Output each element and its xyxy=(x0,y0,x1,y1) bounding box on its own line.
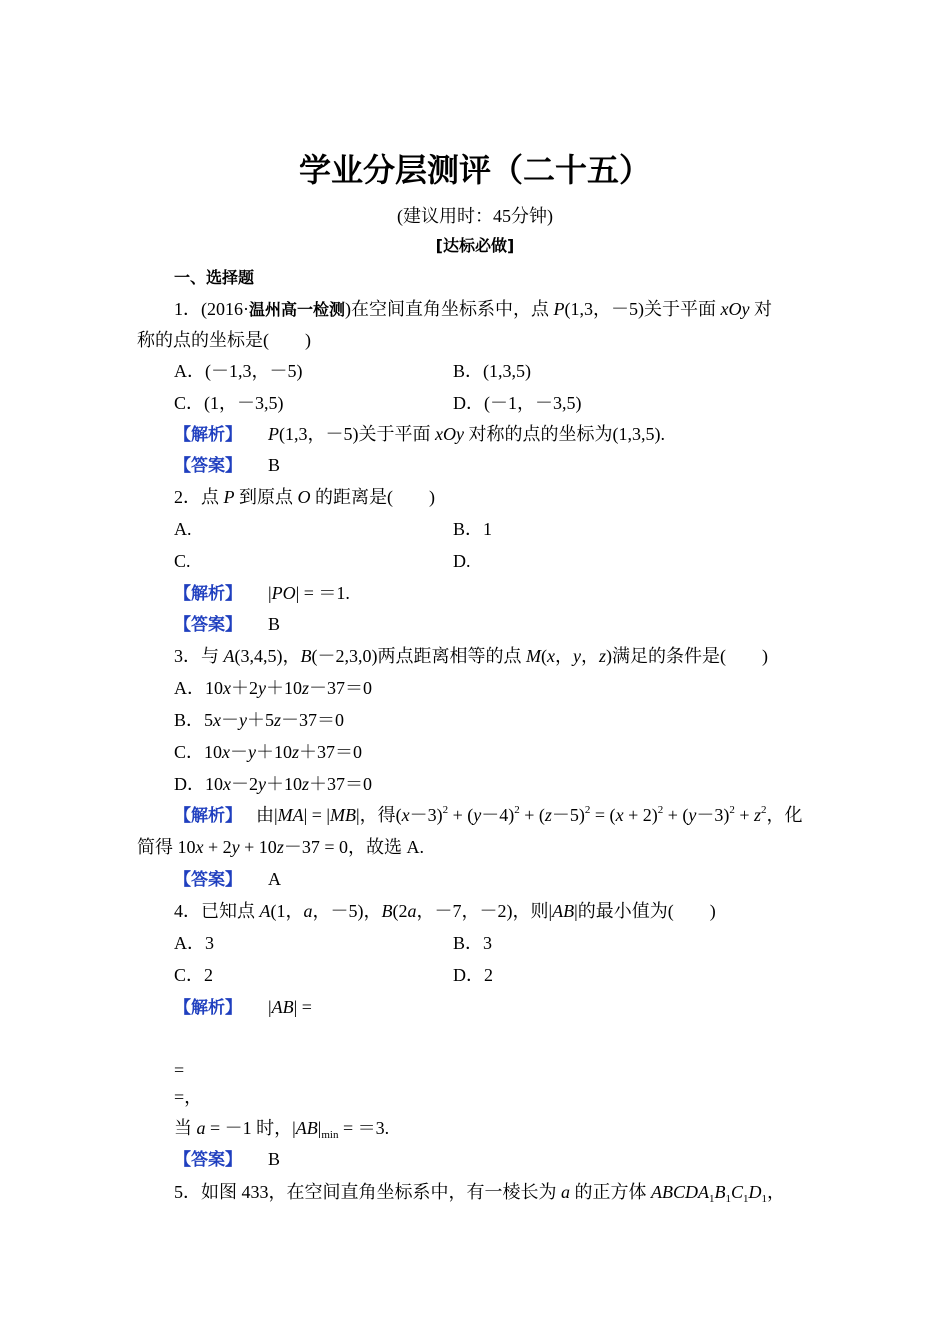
q2-option-a: A. xyxy=(174,519,192,539)
q4-step3: 当 a = －1 时，$|AB|_{min} = =3$. xyxy=(174,1118,390,1141)
answer-label: 【答案】 xyxy=(174,1150,242,1170)
q3-analysis-line2: 简得 10x + 2y + 10z－37 = 0，故选 A. xyxy=(137,837,424,857)
q3-option-b: B．5x－y＋5z－37＝0 xyxy=(174,710,345,730)
q4-option-c: C．2 xyxy=(174,965,214,985)
part-heading: 一、选择题 xyxy=(174,268,255,287)
q3-answer xyxy=(174,867,281,892)
section-heading: [达标必做] xyxy=(435,236,515,255)
page-title: 学业分层测评（二十五） xyxy=(298,151,651,189)
q3-option-d: D．10x－2y＋10z＋37＝0 xyxy=(174,774,373,794)
analysis-label: 【解析】 xyxy=(174,806,242,826)
q4-answer xyxy=(174,1147,280,1172)
analysis-label: 【解析】 xyxy=(174,425,242,445)
q4-analysis: 【解析】 |AB| = xyxy=(174,997,312,1018)
q4-stem: 4．已知点 A(1，a，－5)，B(2a，－7，－2)，则|AB|的最小值为( ) xyxy=(174,901,716,921)
q3-stem: 3．与 A(3,4,5)，B(－2,3,0)两点距离相等的点 M(x，y，z)满足的条件是( ) xyxy=(174,646,768,666)
q5-stem: 5．如图 433，在空间直角坐标系中，有一棱长为 a 的正方体 $ABCDA_1B_1C_1D_1$， xyxy=(174,1182,786,1205)
q1-option-c: C．(1，－3,5) xyxy=(174,393,284,413)
answer-label: 【答案】 xyxy=(174,615,242,635)
q2-option-c: C. xyxy=(174,551,191,571)
q1-analysis: 【解析】 P(1,3，－5)关于平面 xOy 对称的点的坐标为(1,3,5). xyxy=(174,424,665,445)
q1-option-b: B．(1,3,5) xyxy=(453,361,531,381)
q4-option-d: D．2 xyxy=(453,965,493,985)
answer-label: 【答案】 xyxy=(174,456,242,476)
q3-analysis-line1: 【解析】 由|MA| = |MB|，得$(x-3)^2 + (y-4)^2 + (z-5)^2 = (x + 2)^2 + (y-3)^2 + z^2$，化 xyxy=(174,804,803,826)
q4-option-a: A．3 xyxy=(174,933,214,953)
q4-step2: =， xyxy=(174,1087,203,1107)
q1-answer-value: B xyxy=(268,455,281,475)
q2-option-b: B．1 xyxy=(453,519,493,539)
analysis-label: 【解析】 xyxy=(174,998,242,1018)
q1-stem-line1: 1．(2016·温州高一检测)在空间直角坐标系中，点 P(1,3，－5)关于平面 xOy 对 xyxy=(174,299,772,319)
q1-option-d: D．(－1，－3,5) xyxy=(453,393,582,413)
analysis-label: 【解析】 xyxy=(174,584,242,604)
q1-option-a: A．(－1,3，－5) xyxy=(174,361,303,381)
answer-label: 【答案】 xyxy=(174,870,242,890)
q2-option-d: D. xyxy=(453,551,471,571)
time-hint: (建议用时：45分钟) xyxy=(397,206,553,226)
q4-option-b: B．3 xyxy=(453,933,493,953)
q1-stem-line2: 称的点的坐标是( ) xyxy=(137,330,311,350)
q2-answer-value: B xyxy=(268,614,281,634)
q2-answer xyxy=(174,612,280,637)
q1-answer xyxy=(174,453,280,478)
q3-option-a: A．10x＋2y＋10z－37＝0 xyxy=(174,678,373,698)
q2-analysis: 【解析】 |PO| = ＝1. xyxy=(174,583,350,604)
q3-answer-value: A xyxy=(268,869,281,889)
q4-answer-value: B xyxy=(268,1149,281,1169)
q4-step1: = xyxy=(174,1060,185,1080)
q3-option-c: C．10x－y＋10z＋37＝0 xyxy=(174,742,363,762)
q2-stem: 2．点 P 到原点 O 的距离是( ) xyxy=(174,487,435,507)
